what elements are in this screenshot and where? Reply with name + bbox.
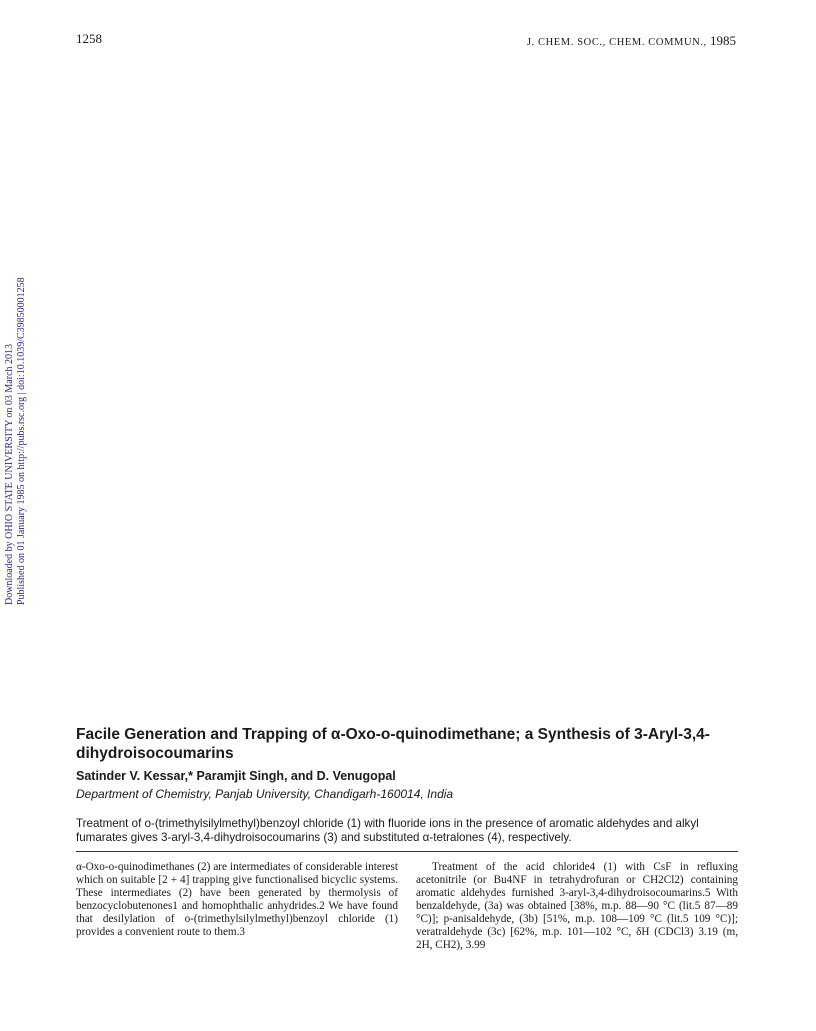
download-info-line: Downloaded by OHIO STATE UNIVERSITY on 03 March 2013 <box>4 343 15 605</box>
body-column-left: α-Oxo-o-quinodimethanes (2) are intermediates of considerable interest which on suitable [2 + 4] trapping give functionalised bicyclic systems. These intermediates (2) have been generated by thermolysis of benzocyclobutenones1 and homophthalic anhydrides.2 We have found that desilylation of o-(trimethylsilylmethyl)benzoyl chloride (1) provides a convenient route to them.3 <box>76 861 398 938</box>
article-authors: Satinder V. Kessar,* Paramjit Singh, and D. Venugopal <box>76 769 396 783</box>
page-number: 1258 <box>76 31 102 46</box>
journal-name: J. CHEM. SOC., CHEM. COMMUN., <box>526 37 707 48</box>
journal-year: 1985 <box>710 33 736 48</box>
article-affiliation: Department of Chemistry, Panjab University, Chandigarh-160014, India <box>76 787 454 801</box>
running-head <box>527 33 736 49</box>
publication-info-line[interactable]: Published on 01 January 1985 on http://pubs.rsc.org | doi:10.1039/C39850001258 <box>16 277 27 605</box>
body-column-right: Treatment of the acid chloride4 (1) with CsF in refluxing acetonitrile (or Bu4NF in tetrahydrofuran or CH2Cl2) containing aromatic aldehydes furnished 3-aryl-3,4-dihydroisocoumarins.5 With benzaldehyde, (3a) was obtained [38%, m.p. 88—90 °C (lit.5 87—89 °C)]; p-anisaldehyde, (3b) [51%, m.p. 108—109 °C (lit.5 109 °C)]; veratraldehyde (3c) [62%, m.p. 101—102 °C, δH (CDCl3) 3.19 (m, 2H, CH2), 3.99 <box>416 861 738 951</box>
article-title: Facile Generation and Trapping of α-Oxo-o-quinodimethane; a Synthesis of 3-Aryl-3,4-dihydroisocoumarins <box>76 726 710 762</box>
download-watermark <box>4 245 28 605</box>
abstract-divider <box>76 851 738 852</box>
article-abstract: Treatment of o-(trimethylsilylmethyl)benzoyl chloride (1) with fluoride ions in the presence of aromatic aldehydes and alkyl fumarates gives 3-aryl-3,4-dihydroisocoumarins (3) and substituted α-tetralones (4), respectively. <box>76 817 699 844</box>
